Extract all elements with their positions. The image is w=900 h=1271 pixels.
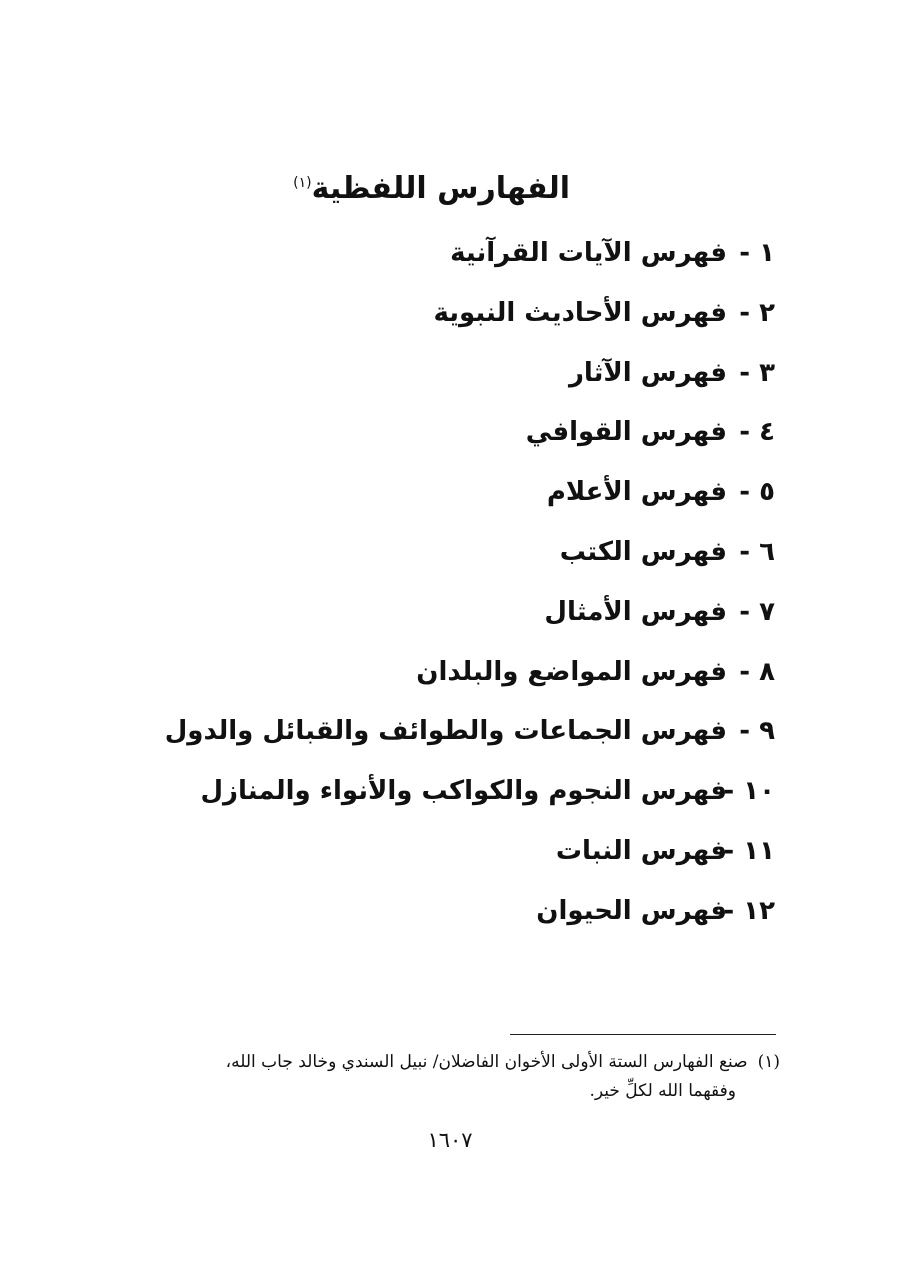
item-number: ١١ - <box>723 835 775 866</box>
title-footnote-ref: (١) <box>293 175 312 192</box>
index-list-item <box>215 828 775 888</box>
item-label: فهرس الآيات القرآنية <box>450 238 727 268</box>
index-list-item <box>215 469 775 529</box>
item-number: ٤ - <box>739 417 775 448</box>
item-number: ١٢ - <box>723 895 775 926</box>
item-label: فهرس النجوم والكواكب والأنواء والمنازل <box>200 776 727 807</box>
index-list-item <box>215 409 775 469</box>
item-number: ٨ - <box>739 656 775 687</box>
footnote-text-1: صنع الفهارس الستة الأولى الأخوان الفاضلان/ نبيل السندي وخالد جاب الله، <box>225 1052 748 1072</box>
item-number: ٣ - <box>739 357 775 388</box>
item-label: فهرس النبات <box>555 835 727 866</box>
index-list-item <box>215 888 775 948</box>
index-list-item <box>215 290 775 350</box>
item-number: ٦ - <box>739 536 775 567</box>
item-label: فهرس القوافي <box>525 417 727 448</box>
item-number: ٥ - <box>739 477 775 508</box>
item-label: فهرس الأمثال <box>544 596 727 627</box>
item-number: ٢ - <box>739 297 775 328</box>
item-number: ٧ - <box>739 596 775 627</box>
index-list-item <box>164 708 775 768</box>
item-label: فهرس الحيوان <box>536 895 727 926</box>
footnote-divider <box>510 1034 776 1035</box>
page-title <box>293 158 570 208</box>
item-label: فهرس الأعلام <box>546 477 727 508</box>
footnote-line-1 <box>115 1048 780 1077</box>
index-list-item <box>215 230 775 290</box>
footnote-text-2: وفقهما الله لكلِّ خير. <box>589 1081 736 1101</box>
item-label: فهرس الأحاديث النبوية <box>433 297 727 328</box>
item-label: فهرس الآثار <box>568 357 727 388</box>
item-label: فهرس الكتب <box>559 536 727 567</box>
item-number: ١٠ - <box>723 776 775 807</box>
footnote-marker: (١) <box>757 1052 780 1072</box>
item-number: ١ - <box>739 238 775 268</box>
page-number: ١٦٠٧ <box>427 1128 473 1152</box>
index-list <box>164 230 775 948</box>
title-text: الفهارس اللفظية <box>311 171 570 207</box>
index-list-item <box>215 350 775 410</box>
index-list-item <box>215 589 775 649</box>
item-label: فهرس المواضع والبلدان <box>416 656 727 687</box>
index-list-item <box>215 649 775 709</box>
index-list-item <box>215 529 775 589</box>
item-number: ٩ - <box>739 716 775 747</box>
footnote <box>115 1048 780 1106</box>
index-list-item <box>200 768 775 828</box>
item-label: فهرس الجماعات والطوائف والقبائل والدول <box>164 716 727 747</box>
